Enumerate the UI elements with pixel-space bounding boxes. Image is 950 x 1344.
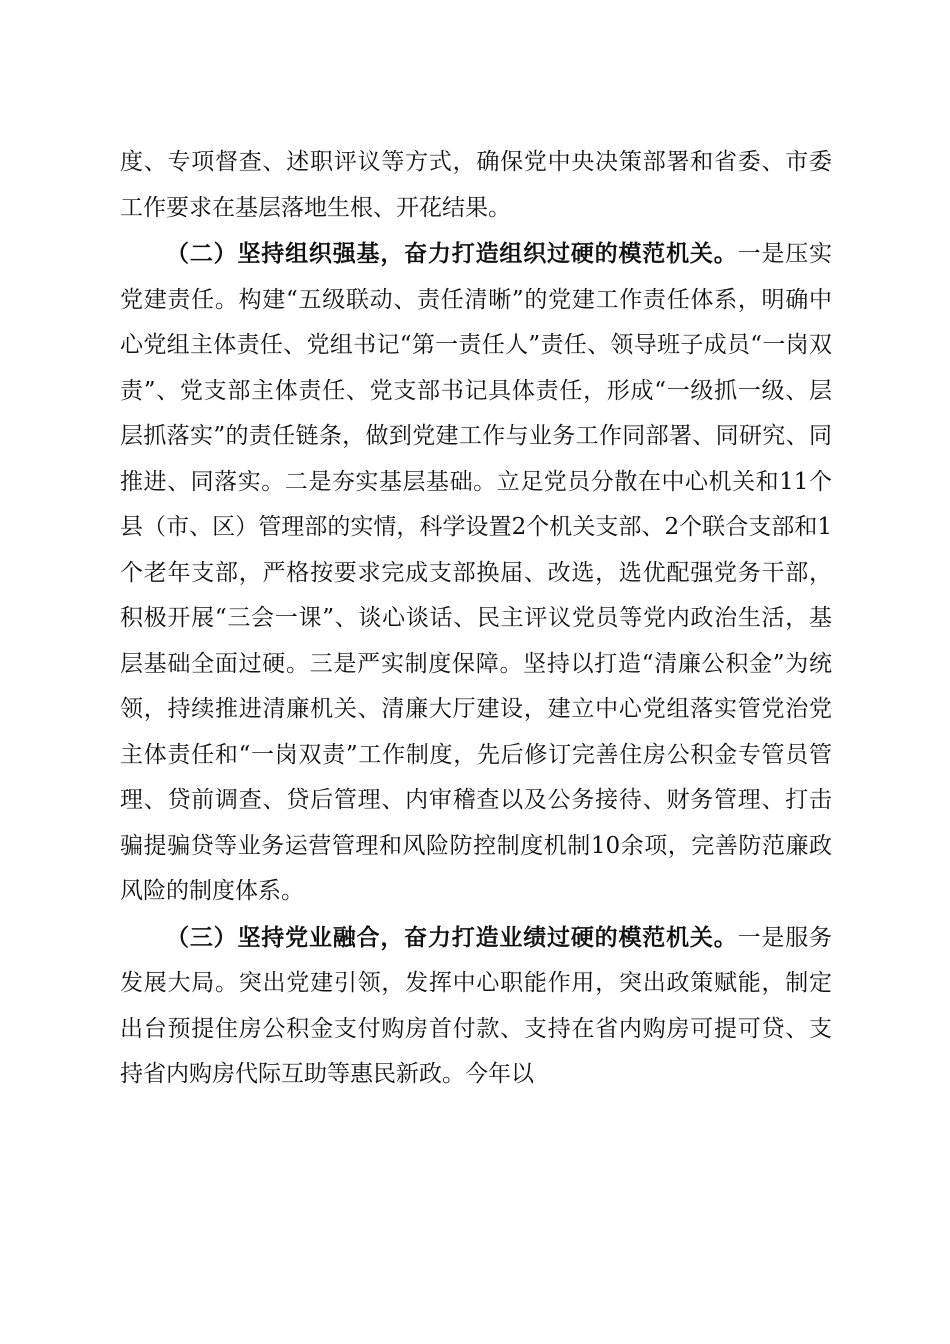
document-page <box>120 140 832 1098</box>
paragraph-2-text: 一是压实党建责任。构建“五级联动、责任清晰”的党建工作责任体系，明确中心党组主体责任、党组书记“第一责任人”责任、领导班子成员“一岗双责”、党支部主体责任、党支部书记具体责任，形成“一级抓一级、层层抓落实”的责任链条，做到党建工作与业务工作同部署、同研究、同推进、同落实。二是夯实基层基础。立足党员分散在中心机关和11个县（市、区）管理部的实情，科学设置2个机关支部、2个联合支部和1个老年支部，严格按要求完成支部换届、改选，选优配强党务干部，积极开展“三会一课”、谈心谈话、民主评议党员等党内政治生活，基层基础全面过硬。三是严实制度保障。坚持以打造“清廉公积金”为统领，持续推进清廉机关、清廉大厅建设，建立中心党组落实管党治党主体责任和“一岗双责”工作制度，先后修订完善住房公积金专管员管理、贷前调查、贷后管理、内审稽查以及公务接待、财务管理、打击骗提骗贷等业务运营管理和风险防控制度机制10余项，完善防范廉政风险的制度体系。 <box>120 241 833 904</box>
paragraph-1-text: 度、专项督查、述职评议等方式，确保党中央决策部署和省委、市委工作要求在基层落地生根、开花结果。 <box>120 149 832 221</box>
paragraph-1 <box>120 140 832 231</box>
section-heading-3: （三）坚持党业融合，奋力打造业绩过硬的模范机关。 <box>166 923 738 951</box>
paragraph-2 <box>120 231 832 915</box>
section-heading-2: （二）坚持组织强基，奋力打造组织过硬的模范机关。 <box>166 240 738 267</box>
paragraph-3 <box>120 915 832 1098</box>
paragraph-3-text: 一是服务发展大局。突出党建引领，发挥中心职能作用，突出政策赋能，制定出台预提住房公积金支付购房首付款、支持在省内购房可提可贷、支持省内购房代际互助等惠民新政。今年以 <box>120 924 833 1087</box>
